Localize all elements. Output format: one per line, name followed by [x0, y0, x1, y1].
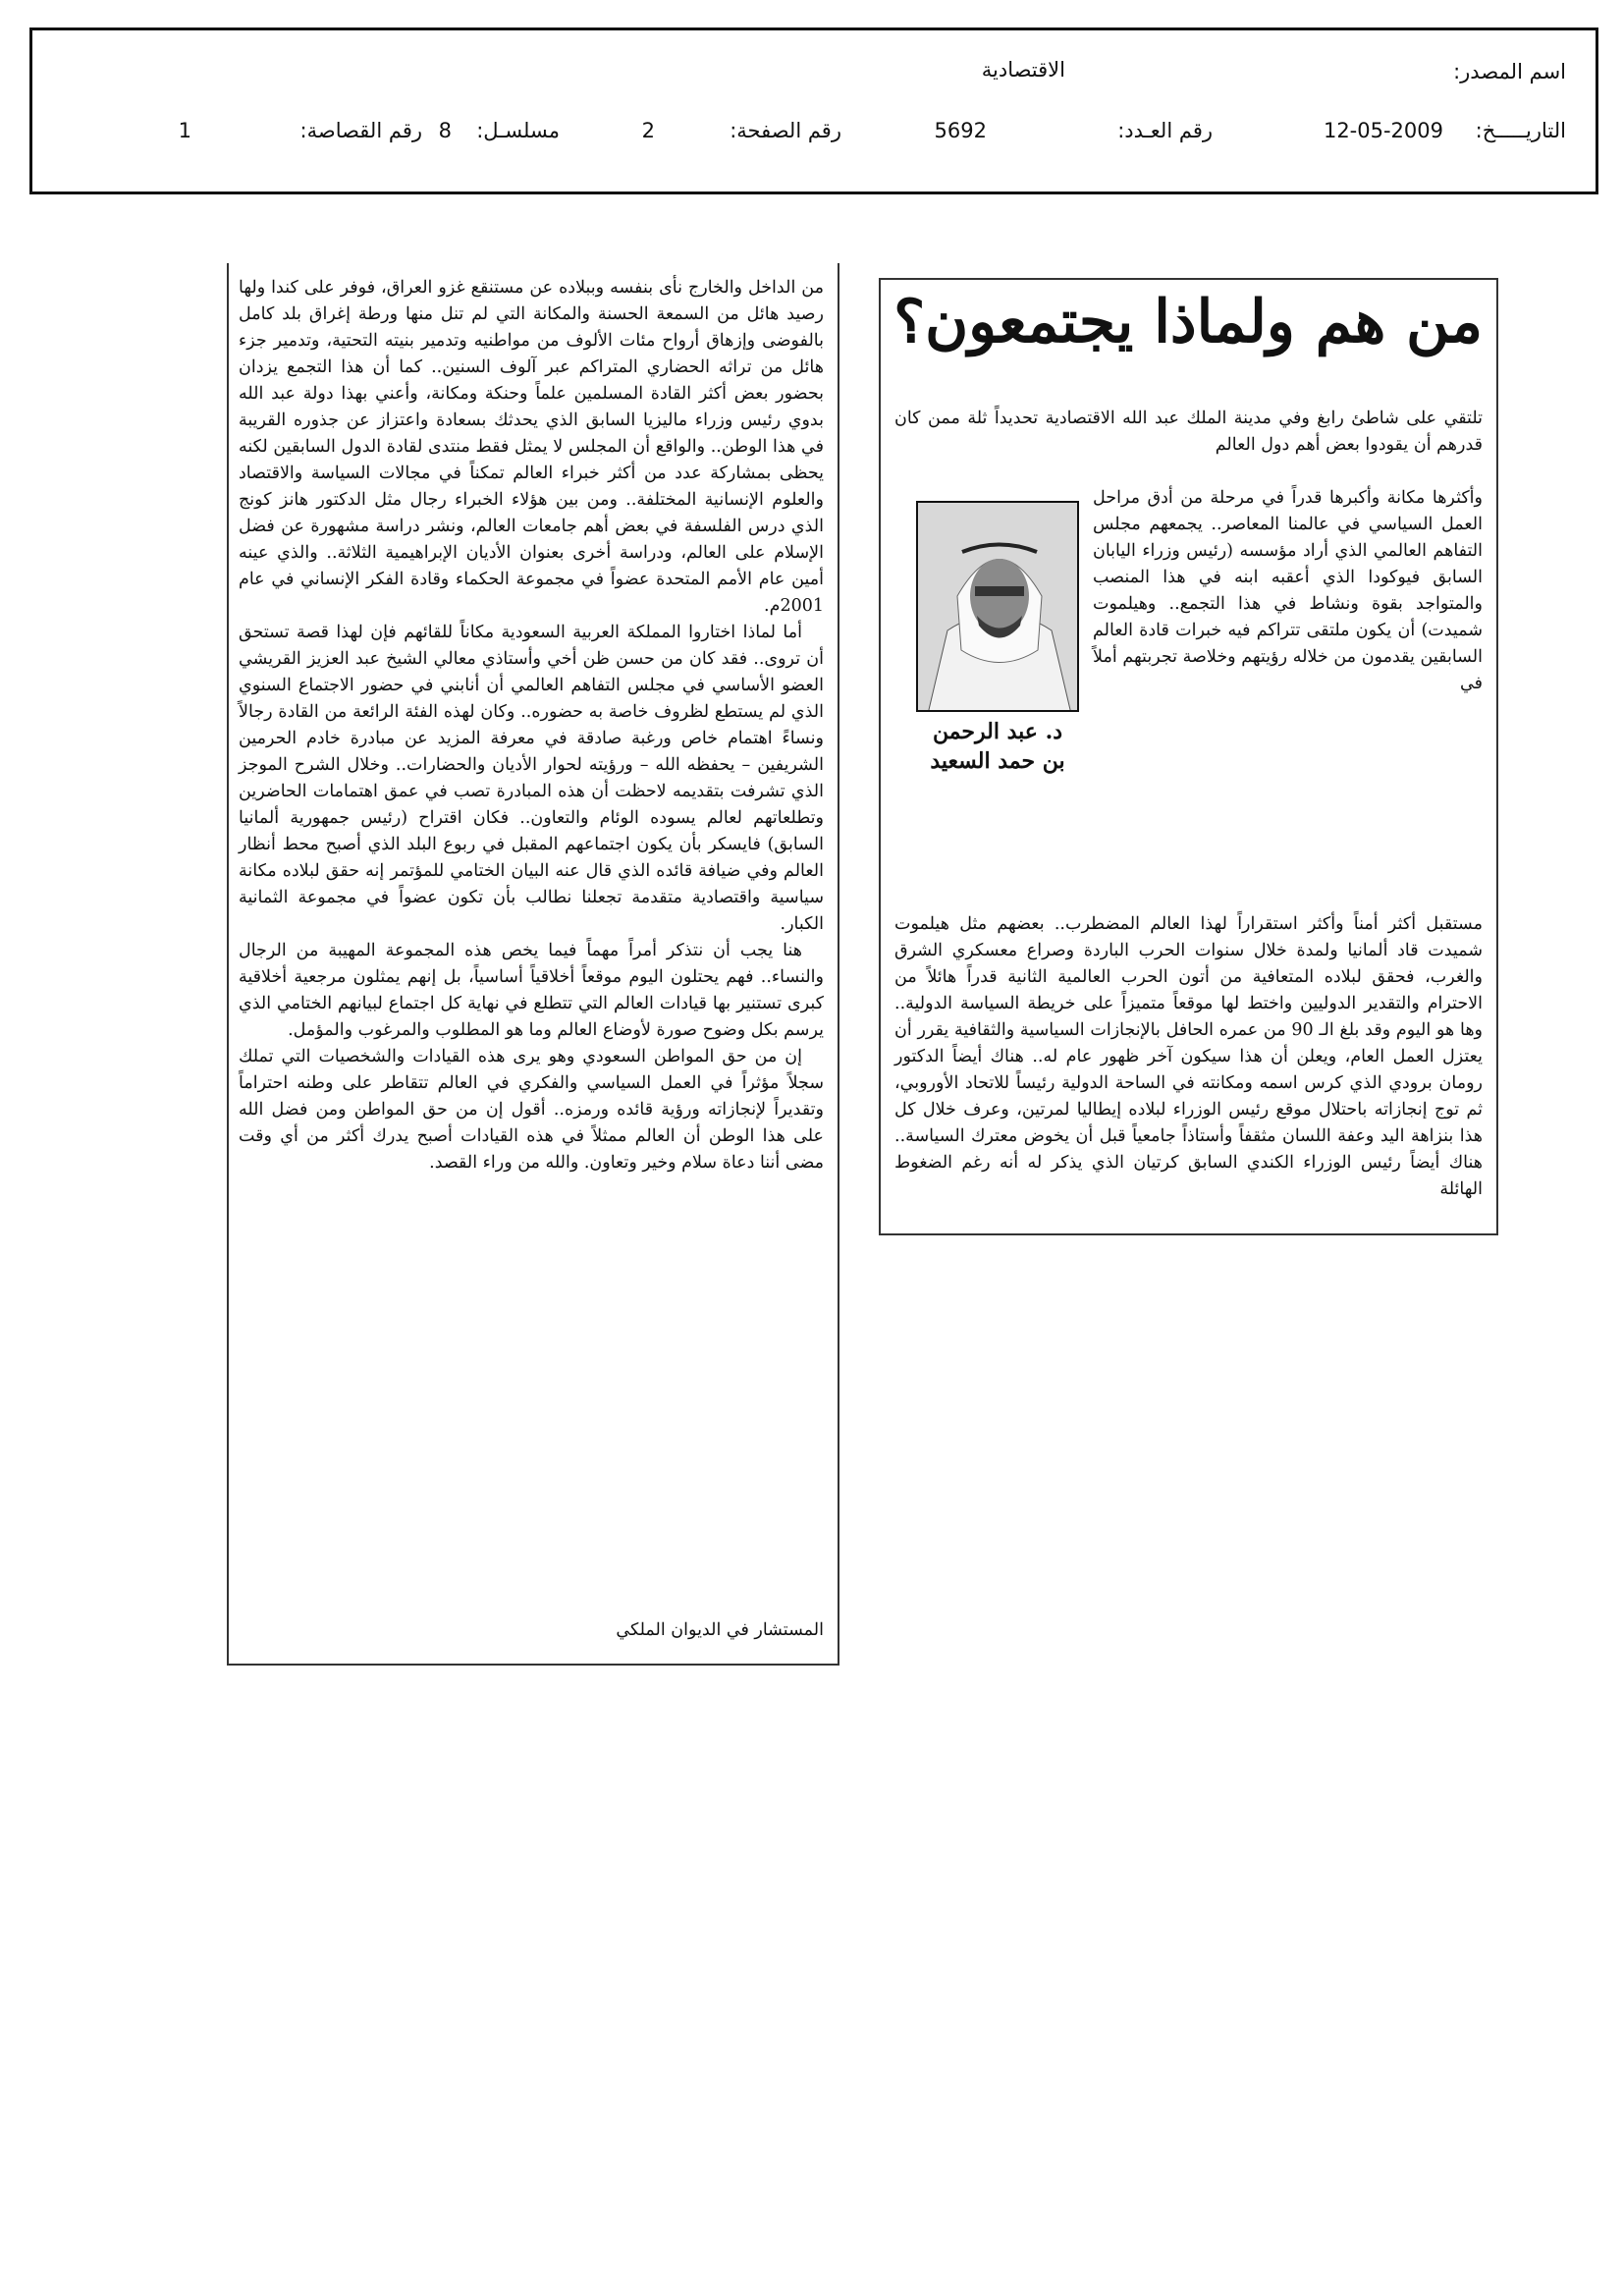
source-value: الاقتصادية — [981, 58, 1065, 82]
issue-value: 5692 — [934, 119, 987, 142]
date-label: التاريـــــخ: — [1475, 119, 1566, 142]
author-caption-line1: د. عبد الرحمن — [932, 719, 1063, 744]
clip-value: 1 — [178, 119, 191, 142]
right-bottom-paragraph: مستقبل أكثر أمناً وأكثر استقراراً لهذا العالم المضطرب.. بعضهم مثل هيلموت شميدت قاد ألمانيا ولمدة خلال سنوات الحرب الباردة وصراع معسكري الشرق والغرب، فحقق لبلاده المتعافية من أتون الحرب العالمية الثانية قدراً هائلاً من الاحترام والتقدير الدوليين واختط لها موقعاً متميزاً على خريطة السياسة الدولية.. وها هو اليوم وقد بلغ الـ 90 من عمره الحافل بالإنجازات السياسية والثقافية يقرر أن يعتزل العمل العام، ويعلن أن هذا سيكون آخر ظهور عام له.. هناك أيضاً الدكتور رومان برودي الذي كرس اسمه ومكانته في الساحة الدولية رئيساً للاتحاد الأوروبي، ثم توج إنجازاته باحتلال موقع رئيس الوزراء لبلاده إيطاليا لمرتين، وعرف خلال كل هذا بنزاهة اليد وعفة اللسان مثقفاً وأستاذاً جامعياً قبل أن يخوض معترك السياسة.. هناك أيضاً رئيس الوزراء الكندي السابق كرتيان الذي يذكر له أنه رغم الضغوط الهائلة — [894, 914, 1483, 1199]
wrap-paragraph: وأكثرها مكانة وأكبرها قدراً في مرحلة من أدق مراحل العمل السياسي في عالمنا المعاصر.. يجمعهم مجلس التفاهم العالمي الذي أراد مؤسسه (رئيس وزراء اليابان السابق فيوكودا الذي أعقبه ابنه في هذا المنصب والمتواجد بقوة ونشاط في هذا التجمع.. وهيلموت شميدت) أن يكون ملتقى تتراكم فيه خبرات قادة العالم السابقين يقدمون من خلاله رؤيتهم وخلاصة تجربتهم أملاً في — [1093, 488, 1483, 693]
intro-paragraph: تلتقي على شاطئ رابغ وفي مدينة الملك عبد الله الاقتصادية تحديداً ثلة ممن كان قدرهم أن يقودوا بعض أهم دول العالم — [894, 409, 1483, 455]
author-title-footer: المستشار في الديوان الملكي — [616, 1620, 824, 1640]
page-label: رقم الصفحة: — [730, 119, 841, 142]
clip-label: رقم القصاصة: — [299, 119, 422, 142]
article-intro — [894, 406, 1483, 459]
serial-value: 8 — [438, 119, 452, 142]
source-label: اسم المصدر: — [1453, 60, 1566, 83]
left-paragraph-3: هنا يجب أن نتذكر أمراً مهماً فيما يخص هذه المجموعة المهيبة من الرجال والنساء.. فهم يحتلون اليوم موقعاً أخلاقياً أساسياً، بل إنهم يمثلون مرجعية أخلاقية كبرى تستنير بها قيادات العالم التي تتطلع في نهاية كل اجتماع لبيانهم الختامي الذي يرسم بكل وضوح صورة لأوضاع العالم وما هو المطلوب والمرغوب والمؤمل. — [239, 941, 824, 1040]
article-continuation — [239, 275, 824, 1176]
left-paragraph-2: أما لماذا اختاروا المملكة العربية السعودية مكاناً للقائهم فإن لهذا قصة تستحق أن تروى.. فقد كان من حسن ظن أخي وأستاذي معالي الشيخ عبد العزيز القريشي العضو الأساسي في مجلس التفاهم العالمي أن أنابني في حضور الاجتماع السنوي الذي لم يستطع لظروف خاصة به حضوره.. وكان لهذه الفئة الرائعة من القادة رجالاً ونساءً اهتمام خاص ورغبة صادقة في معرفة المزيد عن مبادرة خادم الحرمين الشريفين – يحفظه الله – ورؤيته لحوار الأديان والحضارات.. وخلال الشرح الموجز الذي تشرفت بتقديمه لاحظت أن هذه المبادرة تصب في عمق اهتمامات الحاضرين وتطلعاتهم لعالم يسوده الوئام والتعاون.. فكان اقتراح (رئيس جمهورية ألمانيا السابق) فايسكر بأن يكون اجتماعهم المقبل في ربوع البلد الذي أصبح محط أنظار العالم وفي ضيافة قائده الذي قال عنه البيان الختامي للمؤتمر إنه حقق لبلاده مكانة سياسية واقتصادية متقدمة تجعلنا نطالب بأن تكون عضواً في مجموعة الثمانية الكبار. — [239, 623, 824, 934]
article-wrap-text — [1093, 485, 1483, 697]
date-value: 12-05-2009 — [1323, 119, 1443, 142]
left-paragraph-4: إن من حق المواطن السعودي وهو يرى هذه القيادات والشخصيات التي تملك سجلاً مؤثراً في العمل السياسي والفكري في العالم تتقاطر على وطنه احتراماً وتقديراً لإنجازاته ورؤية قائده ورمزه.. أقول إن من حق المواطن ومن فضل الله على هذا الوطن أن العالم ممثلاً في هذه القيادات أصبح يدرك أكثر من أي وقت مضى أننا دعاة سلام وخير وتعاون. والله من وراء القصد. — [239, 1047, 824, 1173]
article-right-column — [879, 278, 1498, 1235]
author-caption — [908, 717, 1087, 776]
issue-label: رقم العـدد: — [1117, 119, 1213, 142]
clipping-header — [29, 27, 1598, 194]
left-paragraph-1: من الداخل والخارج نأى بنفسه وببلاده عن مستنقع غزو العراق، فوفر على كندا ولها رصيد هائل من السمعة الحسنة والمكانة التي لم تنل منها ورطة إغراق بلد كامل بالفوضى وإزهاق أرواح مئات الألوف من مواطنيه وتدمير بنيته التحتية، وتدمير جزء هائل من تراثه الحضاري المتراكم عبر آلوف السنين.. كما أن هذا التجمع يزدان بحضور بعض أكثر القادة المسلمين علماً وحنكة ومكانة، وأعني بهذا دولة عبد الله بدوي رئيس وزراء ماليزيا السابق الذي يحدثك بسعادة واعتزاز عن جذوره القريبة في هذا الوطن.. والواقع أن المجلس لا يمثل فقط منتدى لقادة الدول السابقين لكنه يحظى بمشاركة عدد من أكثر خبراء العالم تمكناً في مجالات السياسة والاقتصاد والعلوم الإنسانية المختلفة.. ومن بين هؤلاء الخبراء رجال مثل الدكتور هانز كونج الذي درس الفلسفة في بعض أهم جامعات العالم، ونشر دراسة مشهورة عن فضل الإسلام على العالم، ودراسة أخرى بعنوان الأديان الإبراهيمية الثلاثة.. والذي عينه أمين عام الأمم المتحدة عضواً في مجموعة الحكماء وقادة الفكر الإنساني في عام 2001م. — [239, 278, 824, 616]
author-photo-block — [908, 501, 1087, 774]
page-value: 2 — [641, 119, 655, 142]
author-caption-line2: بن حمد السعيد — [930, 748, 1065, 774]
article-left-column — [227, 263, 839, 1666]
article-right-bottom — [894, 911, 1483, 1203]
serial-label: مسلسـل: — [476, 119, 560, 142]
article-title: من هم ولماذا يجتمعون؟ — [893, 288, 1483, 356]
author-photo — [916, 501, 1079, 712]
author-portrait-image — [918, 503, 1079, 712]
